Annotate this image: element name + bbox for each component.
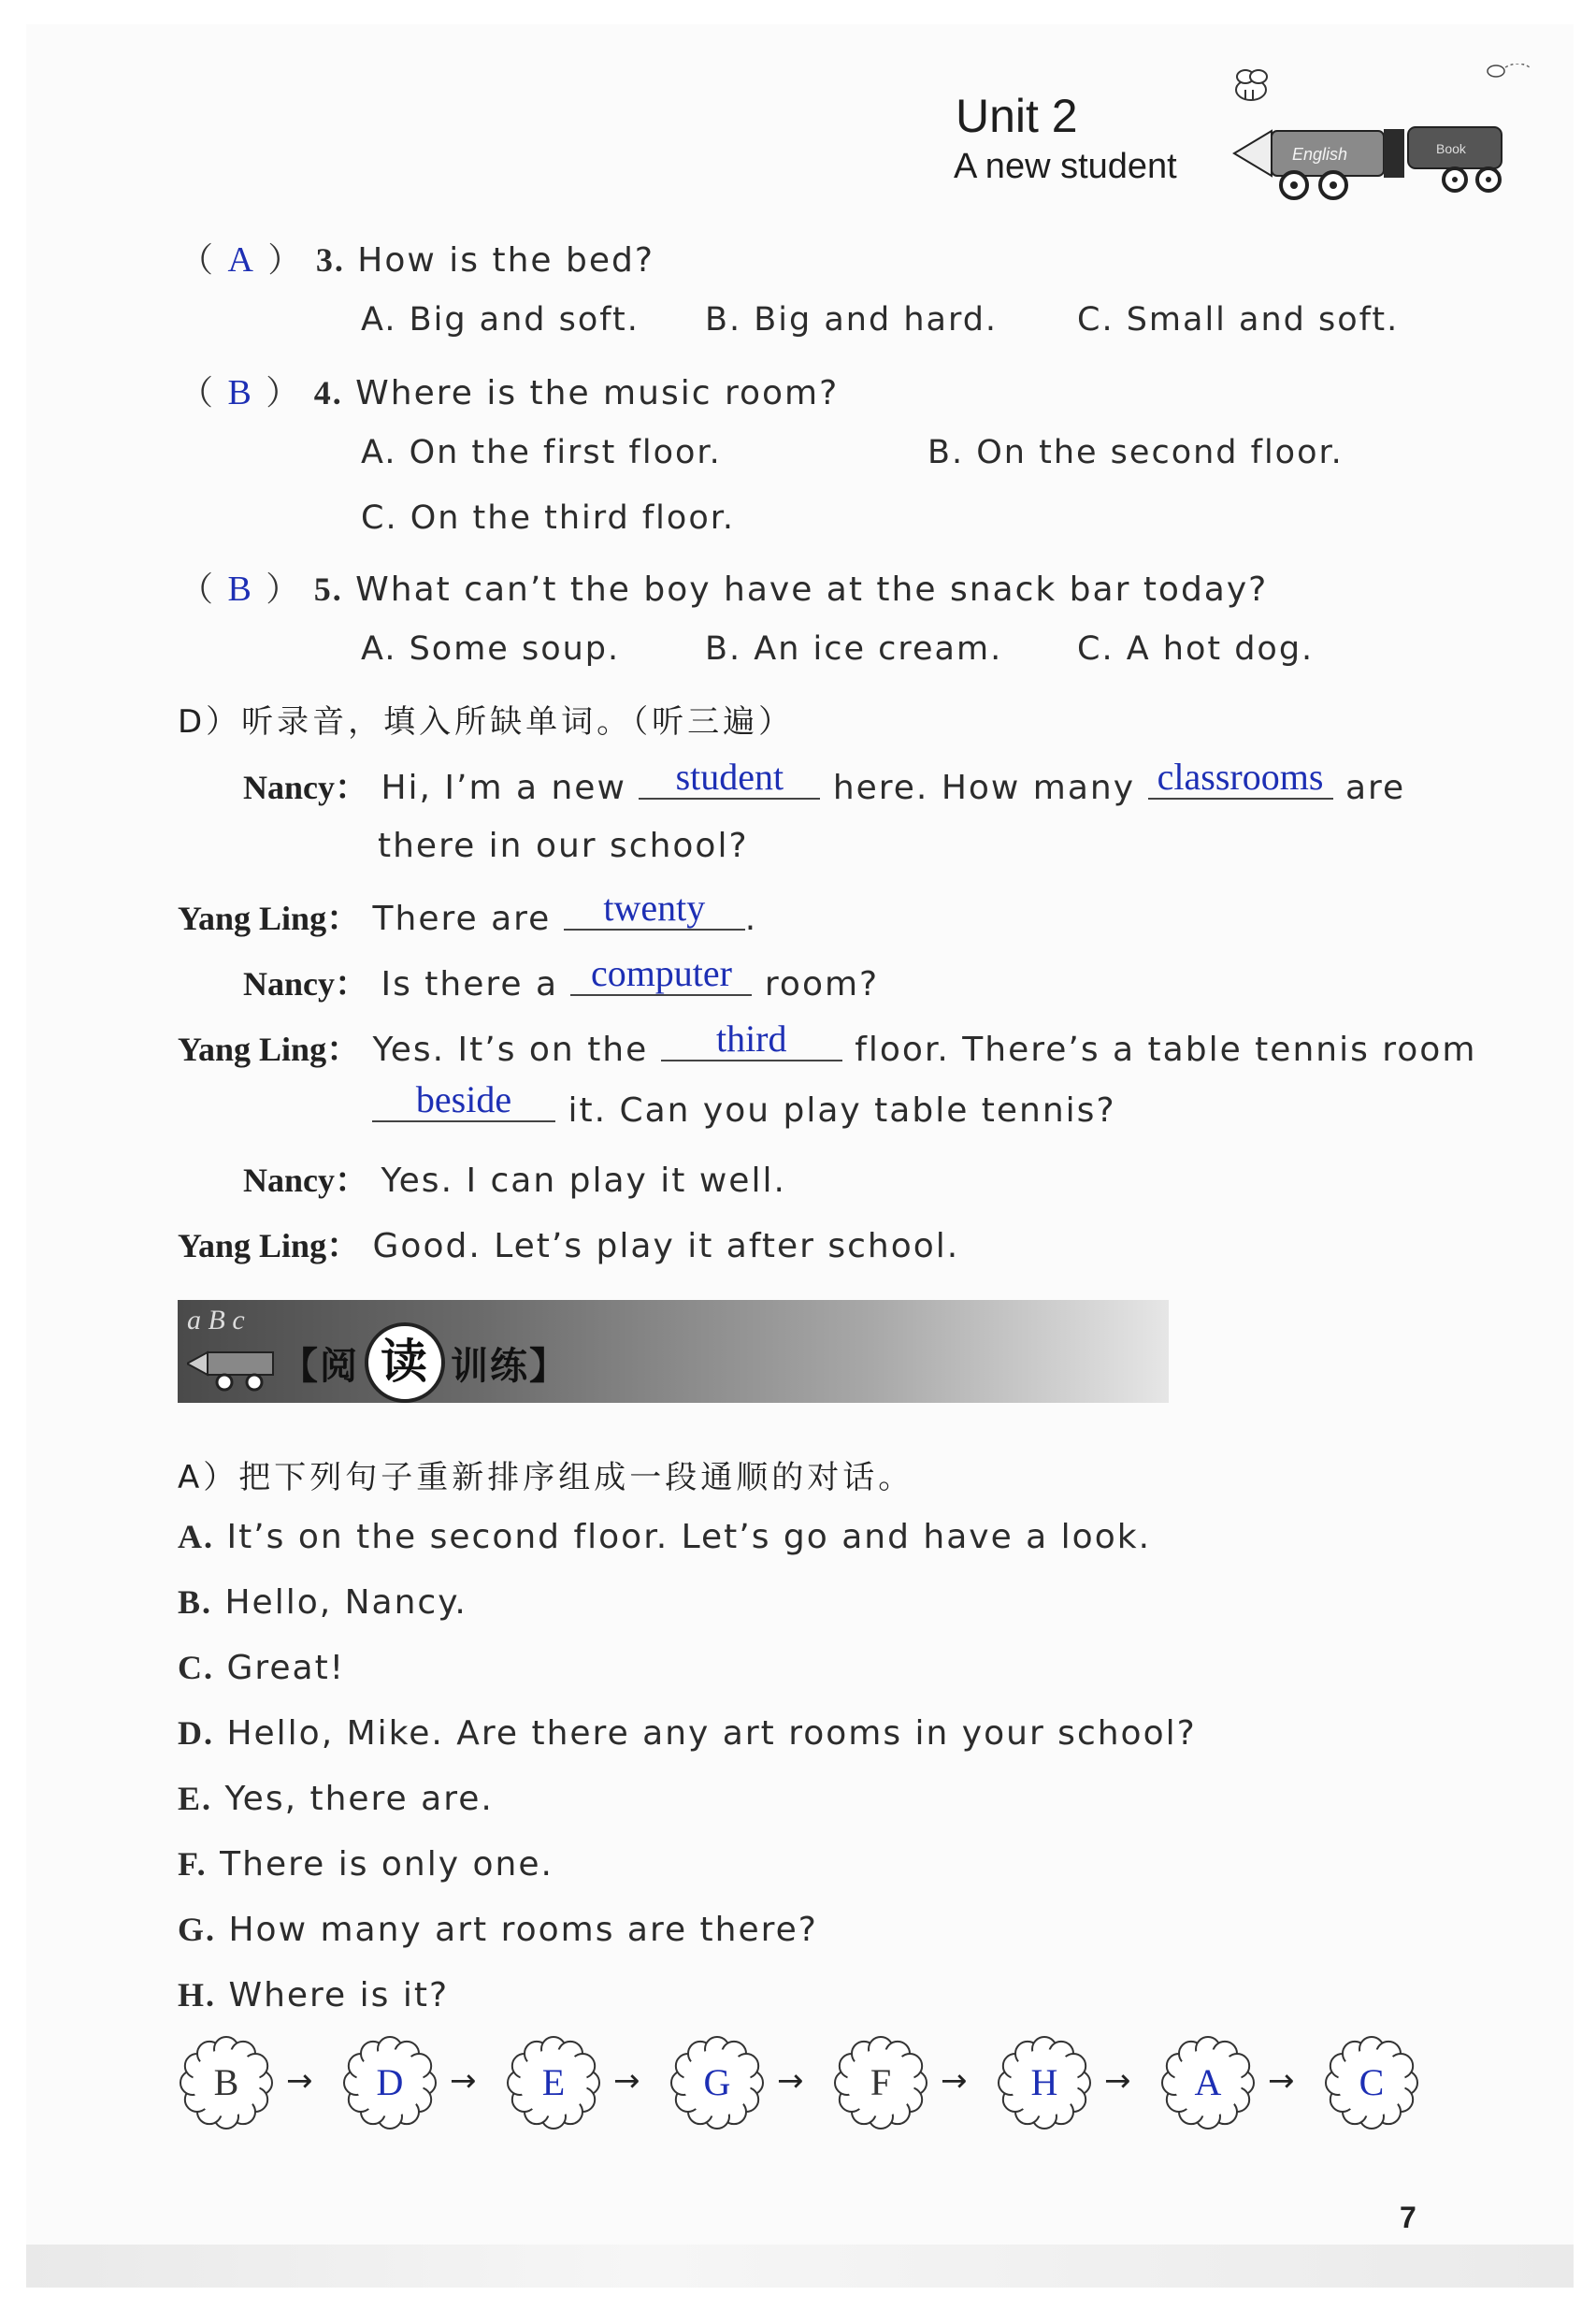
order-flower	[1159, 2034, 1257, 2131]
banner-pencil-icon	[187, 1347, 290, 1392]
order-letter: C	[1359, 2061, 1385, 2103]
sentence-text: Where is it?	[228, 1976, 450, 2014]
order-flower	[178, 2034, 275, 2131]
speaker-name: Nancy：	[243, 1162, 368, 1199]
sequence-arrow: →	[286, 2062, 313, 2100]
pencil-car-illustration	[1225, 64, 1533, 213]
sequence-arrow: →	[1104, 2062, 1131, 2100]
order-flower	[832, 2034, 929, 2131]
answer-paren-open: （	[180, 241, 228, 280]
sentence-text: Hello, Mike. Are there any art rooms in your school?	[226, 1714, 1197, 1753]
dialogue-text: Is there a	[381, 965, 559, 1003]
sentence-c	[178, 1648, 345, 1687]
fill-blank: beside	[372, 1079, 555, 1122]
sentence-letter: G.	[178, 1911, 217, 1948]
answer-paren-open: （	[180, 374, 228, 412]
answer-3: A	[227, 240, 255, 280]
sentence-text: It’s on the second floor. Let’s go and have a look.	[226, 1518, 1152, 1556]
sequence-arrow: →	[1268, 2062, 1295, 2100]
option-4a: A. On the first floor.	[361, 434, 722, 471]
sentence-d	[178, 1713, 1197, 1753]
order-letter: E	[541, 2061, 566, 2103]
sentence-b	[178, 1582, 467, 1622]
banner-abc-letters: a B c	[187, 1305, 245, 1335]
banner-suffix: 训练】	[451, 1345, 568, 1388]
sentence-text: How many art rooms are there?	[228, 1911, 818, 1949]
order-flower	[996, 2034, 1093, 2131]
dialogue-text: There are	[372, 900, 552, 938]
question-number: 5.	[313, 570, 343, 608]
dialogue-text: Hi, I’m a new	[381, 769, 626, 807]
dialogue-text: are	[1344, 769, 1406, 807]
pencil-icon	[1234, 129, 1404, 178]
dialogue-line-2: there in our school?	[378, 827, 749, 865]
dialogue-text: room?	[764, 965, 880, 1003]
speaker-name: Yang Ling：	[178, 1227, 361, 1264]
speaker-name: Nancy：	[243, 769, 368, 806]
sequence-arrow: →	[450, 2062, 477, 2100]
dialogue-text: here. How many	[832, 769, 1136, 807]
answer-4: B	[227, 373, 253, 412]
question-text: Where is the music room?	[355, 374, 840, 412]
dialogue-line-4	[243, 952, 880, 1005]
fill-blank: student	[639, 757, 820, 800]
banner-prefix: 【阅	[280, 1345, 359, 1388]
pencil-label: English	[1292, 145, 1348, 164]
dialogue-line-1	[243, 756, 1406, 809]
sentence-f	[178, 1844, 554, 1884]
unit-subtitle: A new student	[954, 147, 1177, 186]
sentence-h	[178, 1975, 449, 2014]
order-flower	[669, 2034, 766, 2131]
small-bee-icon	[1488, 64, 1530, 77]
option-4b: B. On the second floor.	[927, 434, 1344, 471]
fill-blank: twenty	[564, 888, 745, 931]
sentence-letter: B.	[178, 1583, 213, 1621]
answer-5: B	[227, 570, 253, 609]
section-a-title: A）把下列句子重新排序组成一段通顺的对话。	[178, 1459, 914, 1496]
question-text: What can’t the boy have at the snack bar today?	[355, 570, 1269, 609]
option-5c: C. A hot dog.	[1077, 630, 1315, 668]
dialogue-text: Yes. I can play it well.	[381, 1162, 786, 1200]
sentence-e	[178, 1779, 494, 1818]
sentence-a	[178, 1517, 1151, 1556]
order-flower	[1323, 2034, 1420, 2131]
fill-blank: classrooms	[1148, 757, 1333, 800]
answer-paren-open: （	[180, 570, 228, 609]
answer-paren-close: ）	[254, 241, 304, 280]
question-5	[180, 563, 1268, 611]
option-3a: A. Big and soft.	[361, 301, 640, 339]
page-number: 7	[1400, 2201, 1416, 2234]
question-number: 4.	[313, 374, 343, 411]
order-letter: D	[376, 2061, 404, 2103]
order-flower	[341, 2034, 439, 2131]
dialogue-text: Yes. It’s on the	[372, 1031, 649, 1069]
order-letter: A	[1194, 2061, 1222, 2103]
sequence-arrow: →	[613, 2062, 640, 2100]
sentence-letter: D.	[178, 1714, 214, 1752]
answer-paren-close: ）	[252, 570, 302, 609]
order-letter: B	[213, 2061, 239, 2103]
question-number: 3.	[315, 241, 345, 279]
option-5a: A. Some soup.	[361, 630, 621, 668]
read-character-badge: 读	[365, 1322, 445, 1403]
sequence-arrow: →	[777, 2062, 804, 2100]
order-letter: H	[1030, 2061, 1058, 2103]
section-d-title: D）听录音，填入所缺单词。（听三遍）	[178, 703, 795, 741]
answer-order-sequence	[178, 2034, 1412, 2146]
option-5b: B. An ice cream.	[705, 630, 1003, 668]
speaker-name: Yang Ling：	[178, 1031, 361, 1068]
sentence-text: There is only one.	[220, 1845, 554, 1884]
sentence-text: Hello, Nancy.	[224, 1583, 467, 1622]
book-icon	[1408, 127, 1502, 168]
sentence-letter: F.	[178, 1845, 208, 1883]
question-4	[180, 367, 839, 414]
reading-section-title	[280, 1328, 568, 1408]
question-text: How is the bed?	[357, 241, 654, 280]
option-3c: C. Small and soft.	[1077, 301, 1400, 339]
sequence-arrow: →	[941, 2062, 968, 2100]
dialogue-line-3	[178, 887, 758, 940]
order-letter: G	[703, 2061, 731, 2103]
unit-title: Unit 2	[956, 90, 1078, 142]
dialogue-line-8	[178, 1220, 959, 1267]
order-letter: F	[870, 2061, 892, 2103]
dialogue-line-7	[243, 1154, 786, 1202]
sentence-letter: H.	[178, 1976, 217, 2014]
book-label: Book	[1436, 141, 1466, 156]
fill-blank: third	[661, 1018, 842, 1061]
bee-icon	[1236, 70, 1267, 100]
speaker-name: Nancy：	[243, 965, 368, 1003]
sentence-text: Yes, there are.	[224, 1780, 494, 1818]
order-flower	[505, 2034, 602, 2131]
question-3	[180, 234, 654, 282]
fill-blank: computer	[570, 953, 752, 996]
option-4c: C. On the third floor.	[361, 499, 736, 537]
page-bottom-edge	[26, 2245, 1574, 2288]
speaker-name: Yang Ling：	[178, 900, 361, 937]
sentence-letter: A.	[178, 1518, 214, 1555]
sentence-g	[178, 1910, 818, 1949]
sentence-letter: C.	[178, 1649, 214, 1686]
dialogue-text: it. Can you play table tennis?	[568, 1091, 1116, 1130]
sentence-text: Great!	[226, 1649, 346, 1687]
dialogue-line-6	[372, 1078, 1116, 1132]
sentence-letter: E.	[178, 1780, 213, 1817]
dialogue-text: floor. There’s a table tennis room	[855, 1031, 1477, 1069]
dialogue-text: .	[744, 900, 758, 938]
answer-paren-close: ）	[252, 374, 302, 412]
dialogue-text: Good. Let’s play it after school.	[372, 1227, 960, 1265]
dialogue-line-5	[178, 1018, 1477, 1071]
option-3b: B. Big and hard.	[705, 301, 999, 339]
